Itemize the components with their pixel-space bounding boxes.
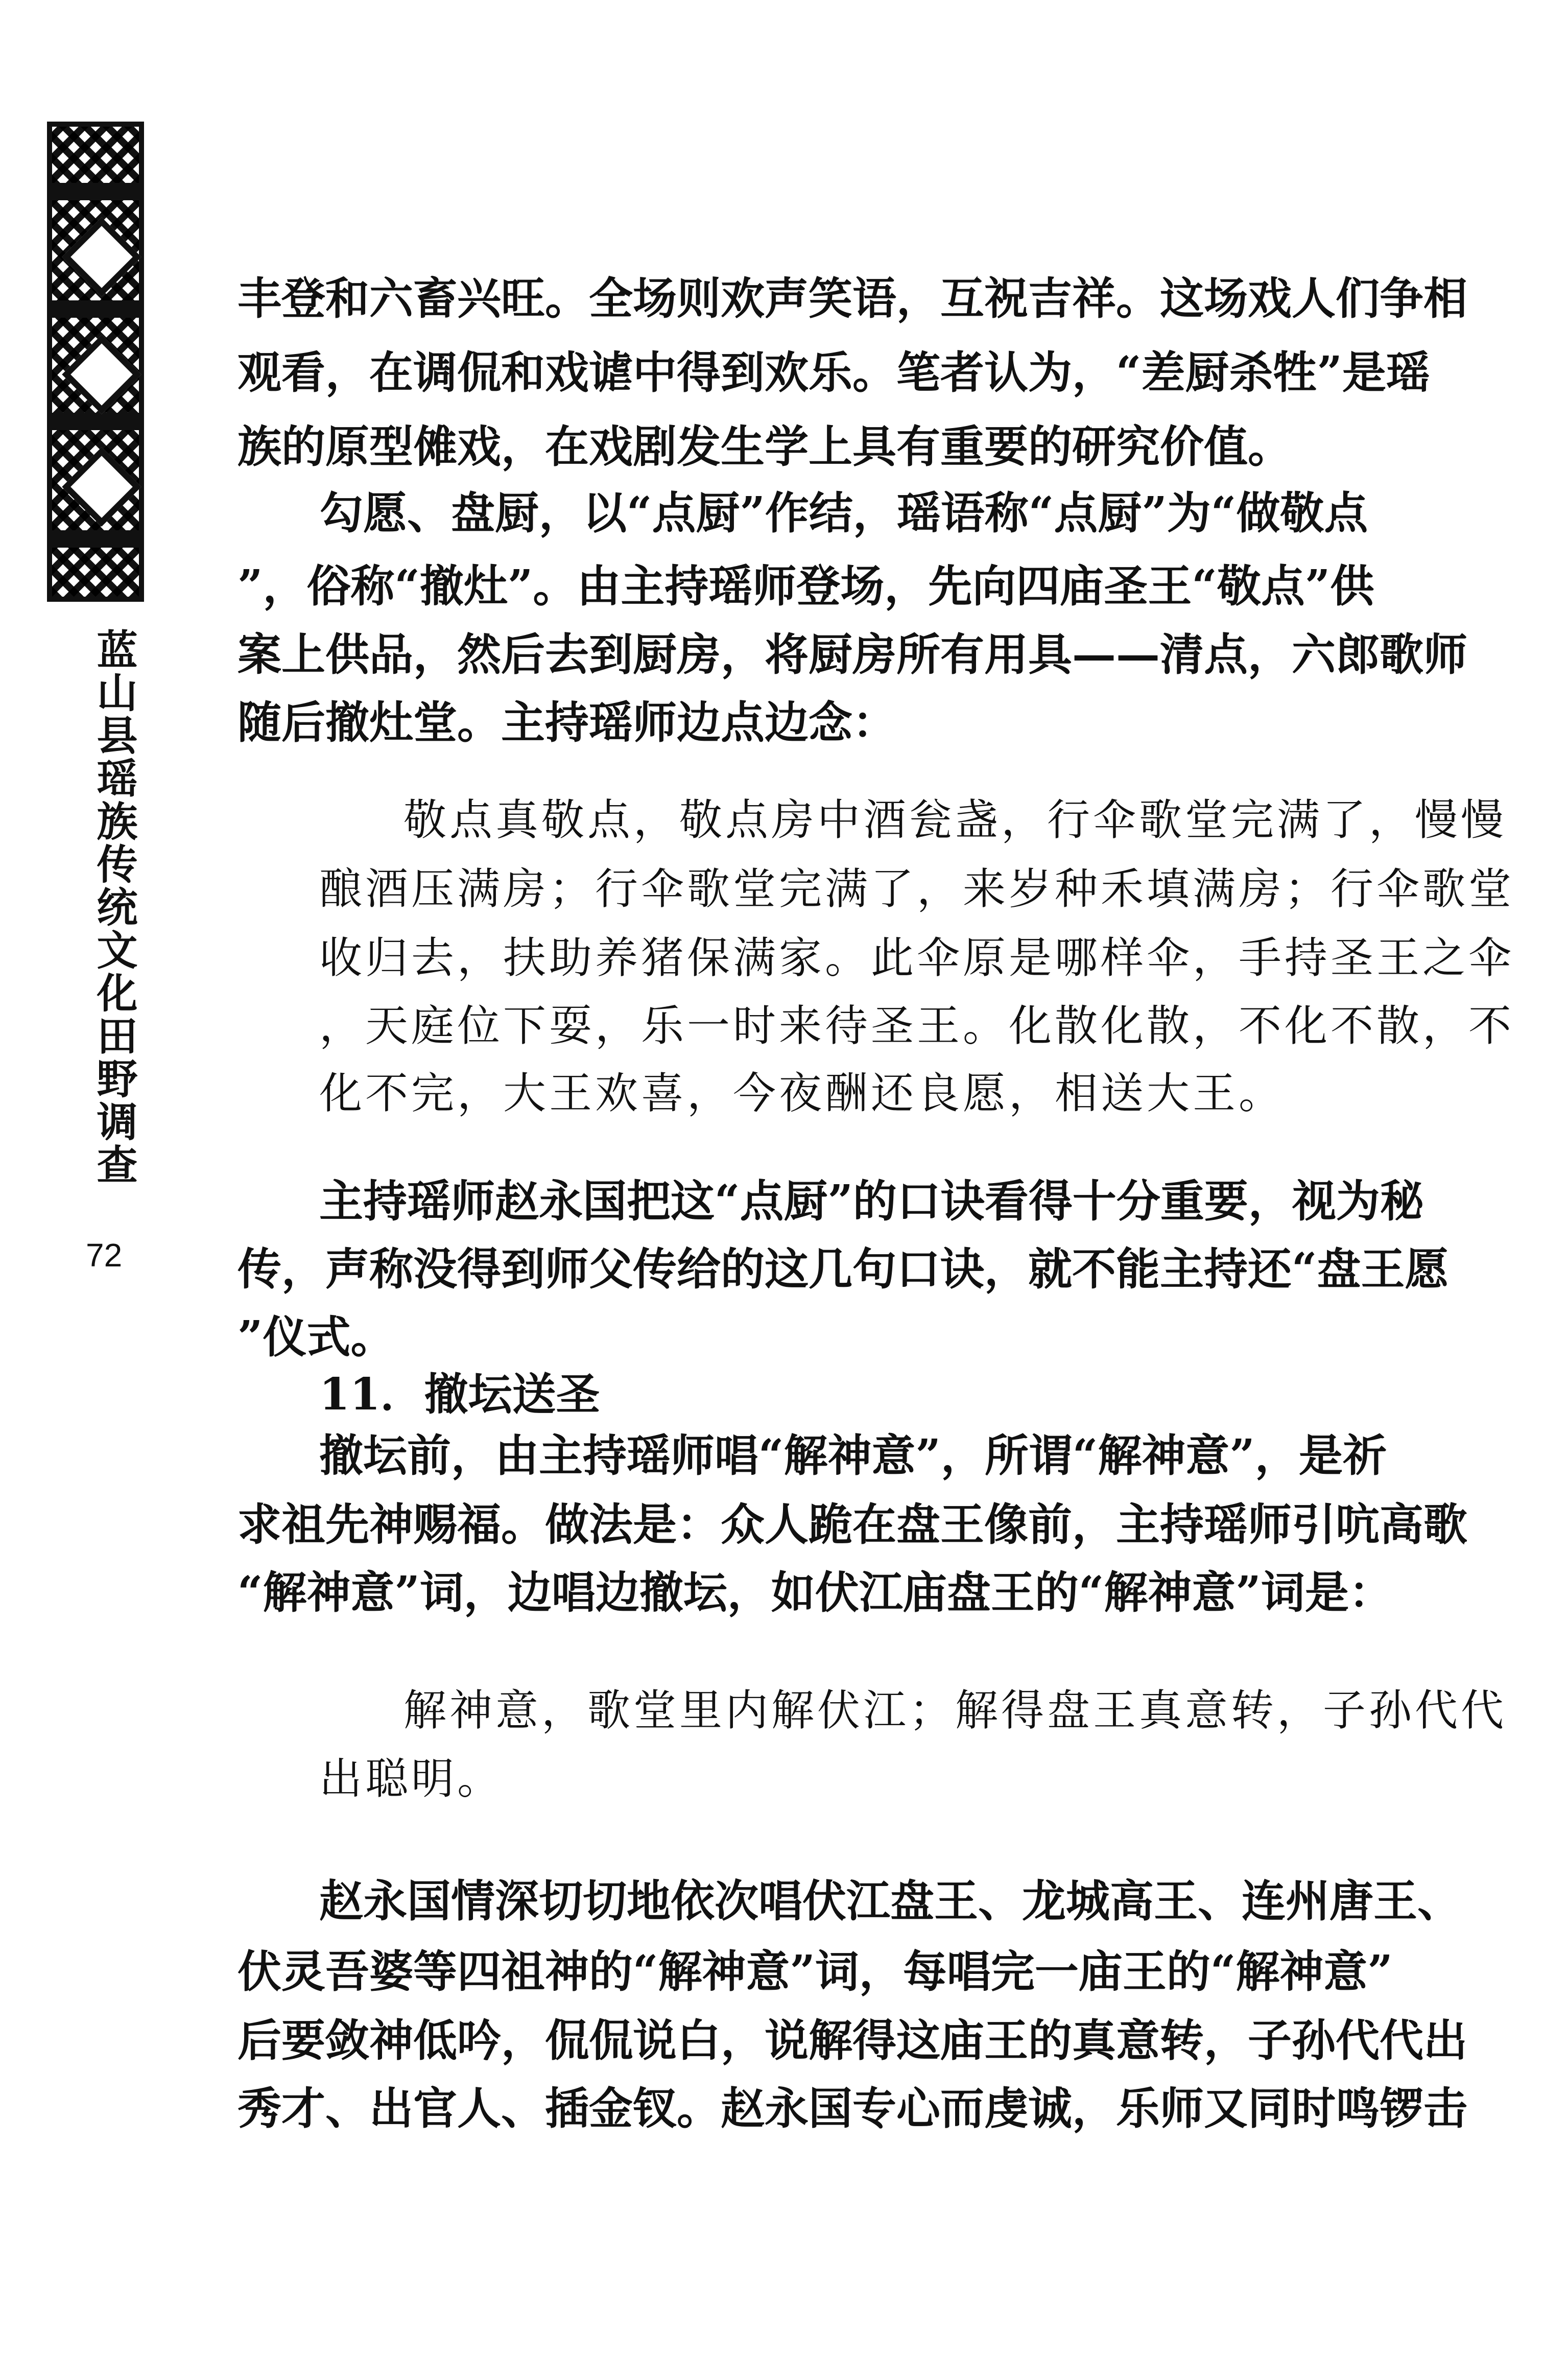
verse-line: 解神意，歌堂里内解伏江；解得盘王真意转，子孙代代: [403, 1685, 1507, 1735]
body-line: 伏灵吾婆等四祖神的“解神意”词，每唱完一庙王的“解神意”: [237, 1946, 1393, 1997]
decorative-pattern-strip: [47, 122, 144, 602]
verse-line: 化不完，大王欢喜，今夜酬还良愿，相送大王。: [319, 1068, 1285, 1118]
body-line: 随后撤灶堂。主持瑶师边点边念：: [237, 697, 896, 748]
paragraph-start-line: 赵永国情深切切地依次唱伏江盘王、龙城高王、连州唐王、: [319, 1875, 1461, 1927]
verse-line: 出聪明。: [319, 1754, 504, 1804]
body-line: 后要敛神低吟，侃侃说白，说解得这庙王的真意转，子孙代代出: [237, 2015, 1467, 2066]
body-line: 观看，在调侃和戏谑中得到欢乐。笔者认为，“差厨杀牲”是瑶: [237, 347, 1430, 398]
verse-line: 敬点真敬点，敬点房中酒瓮盏，行伞歌堂完满了，慢慢: [403, 795, 1507, 845]
body-line: ”，俗称“撤灶”。由主持瑶师登场，先向四庙圣王“敬点”供: [237, 560, 1374, 612]
body-line: 丰登和六畜兴旺。全场则欢声笑语，互祝吉祥。这场戏人们争相: [237, 273, 1467, 324]
body-line: 案上供品，然后去到厨房，将厨房所有用具——清点，六郎歌师: [237, 629, 1467, 680]
verse-line: 酿酒压满房；行伞歌堂完满了，来岁种禾填满房；行伞歌堂: [319, 864, 1515, 914]
paragraph-start-line: 撤坛前，由主持瑶师唱“解神意”，所谓“解神意”，是祈: [319, 1430, 1387, 1481]
body-line: 族的原型傩戏，在戏剧发生学上具有重要的研究价值。: [237, 421, 1292, 473]
section-heading: 11．撤坛送圣: [319, 1369, 600, 1420]
verse-line: ，天庭位下耍，乐一时来待圣王。化散化散，不化不散，不: [319, 1001, 1515, 1051]
verse-line: 收归去，扶助养猪保满家。此伞原是哪样伞，手持圣王之伞: [319, 933, 1515, 983]
body-line: 传，声称没得到师父传给的这几句口诀，就不能主持还“盘王愿: [237, 1243, 1449, 1295]
running-book-title: 蓝山县瑶族传统文化田野调查: [90, 628, 138, 1186]
body-line: 秀才、出官人、插金钗。赵永国专心而虔诚，乐师又同时鸣锣击: [237, 2083, 1467, 2134]
body-line: 求祖先神赐福。做法是：众人跪在盘王像前，主持瑶师引吭高歌: [237, 1499, 1467, 1550]
page-number: 72: [86, 1237, 123, 1274]
body-line: ”仪式。: [237, 1311, 395, 1363]
paragraph-start-line: 勾愿、盘厨，以“点厨”作结，瑶语称“点厨”为“做敬点: [319, 487, 1368, 539]
body-line: “解神意”词，边唱边撤坛，如伏江庙盘王的“解神意”词是：: [237, 1567, 1393, 1618]
paragraph-start-line: 主持瑶师赵永国把这“点厨”的口诀看得十分重要，视为秘: [319, 1175, 1424, 1227]
